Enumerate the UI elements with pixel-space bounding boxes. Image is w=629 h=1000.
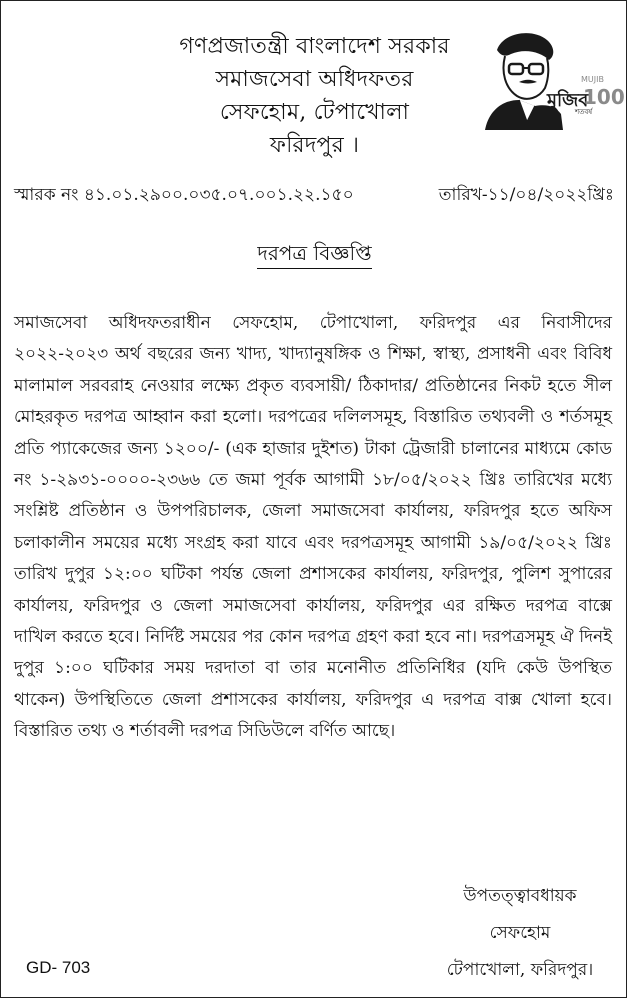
signature-block — [420, 878, 620, 989]
signatory-location: টেপাখোলা, ফরিদপুর। — [446, 960, 594, 980]
portrait-logo-graphic — [475, 22, 625, 132]
notice-body: সমাজসেবা অধিদফতরাধীন সেফহোম, টেপাখোলা, ফরিদপুর এর নিবাসীদের ২০২২-২০২৩ অর্থ বছরের জন্য খাদ্য, খাদ্যানুষঙ্গিক ও শিক্ষা, স্বাস্থ্য, প্রসাধনী এবং বিবিধ মালামাল সরবরাহ নেওয়ার লক্ষ্যে প্রকৃত ব্যবসায়ী/ ঠিকাদার/ প্রতিষ্ঠানের নিকট হতে সীল মোহরকৃত দরপত্র আহ্বান করা হলো। দরপত্রের দলিলসমূহ, বিস্তারিত তথ্যবলী ও শর্তসমূহ প্রতি প্যাকেজের জন্য ১২০০/- (এক হাজার দুইশত) টাকা ট্রেজারী চালানের মাধ্যমে কোড নং ১-২৯৩১-০০০০-২৩৬৬ তে জমা পূর্বক আগামী ১৮/০৫/২০২২ খ্রিঃ তারিখের মধ্যে সংশ্লিষ্ট প্রতিষ্ঠান ও উপপরিচালক, জেলা সমাজসেবা কার্যালয়, ফরিদপুর হতে অফিস চলাকালীন সময়ের মধ্যে সংগ্রহ করা যাবে এবং দরপত্রসমূহ আগামী ১৯/০৫/২০২২ খ্রিঃ তারিখ দুপুর ১২:০০ ঘটিকা পর্যন্ত জেলা প্রশাসকের কার্যালয়, ফরিদপুর, পুলিশ সুপারের কার্যালয়, ফরিদপুর ও জেলা সমাজসেবা কার্যালয়, ফরিদপুর এর রক্ষিত দরপত্র বাক্সে দাখিল করতে হবে। নির্দিষ্ট সময়ের পর কোন দরপত্র গ্রহণ করা হবে না। দরপত্রসমূহ ঐ দিনই দুপুর ১:০০ ঘটিকার সময় দরদাতা বা তার মনোনীত প্রতিনিধির (যদি কেউ উপস্থিত থাকেন) উপস্থিতিতে জেলা প্রশাসকের কার্যালয়, ফরিদপুর এ দরপত্র বাক্স খোলা হবে। বিস্তারিত তথ্য ও শর্তাবলী দরপত্র সিডিউলে বর্ণিত আছে। — [14, 313, 612, 742]
notice-title-wrap — [0, 240, 629, 269]
logo-hundred: 100 — [583, 85, 625, 109]
logo-shatabarsho: শতবর্ষ — [575, 108, 593, 116]
memo-number: স্মারক নং ৪১.০১.২৯০০.০৩৫.০৭.০০১.২২.১৫০ — [14, 185, 354, 205]
govt-name: গণপ্রজাতন্ত্রী বাংলাদেশ সরকার — [179, 34, 450, 59]
office-name: সেফহোম, টেপাখোলা — [219, 100, 410, 125]
district-name: ফরিদপুর । — [269, 133, 360, 158]
issue-date: তারিখ-১১/০৪/২০২২খ্রিঃ — [438, 185, 614, 205]
gd-number: GD- 703 — [26, 958, 91, 977]
mujib-100-logo — [475, 22, 625, 132]
logo-mujib-english: MUJIB — [581, 75, 604, 84]
notice-title: দরপত্র বিজ্ঞপ্তি — [257, 240, 371, 269]
signatory-office: সেফহোম — [489, 923, 551, 943]
signatory-designation: উপতত্ত্বাবধায়ক — [463, 886, 577, 906]
logo-mujib-bangla: মুজিব — [547, 90, 589, 111]
reference-row — [14, 182, 614, 210]
department-name: সমাজসেবা অধিদফতর — [215, 67, 414, 92]
